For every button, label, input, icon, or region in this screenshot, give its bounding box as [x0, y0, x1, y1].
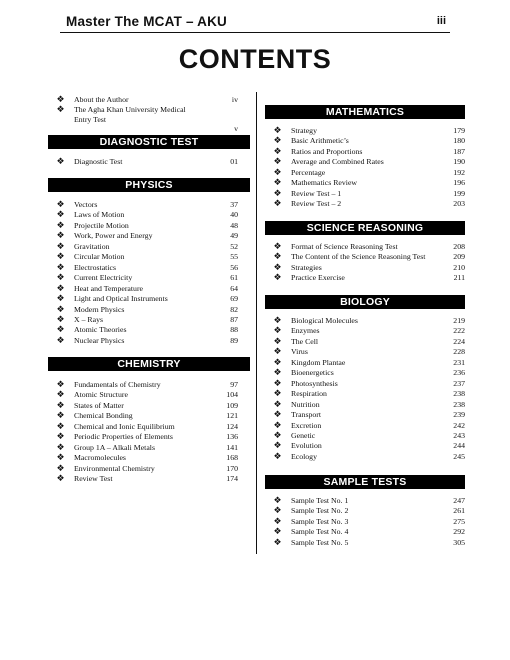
toc-entry-label: Sample Test No. 3	[291, 516, 349, 526]
toc-entry-label: Sample Test No. 4	[291, 527, 349, 537]
diamond-bullet-icon: ❖	[273, 347, 282, 358]
toc-entry-page: 40	[230, 210, 238, 220]
toc-entry-page: iv	[231, 95, 238, 104]
toc-entry-page: 208	[453, 242, 465, 251]
section-heading: PHYSICS	[48, 178, 250, 192]
running-header	[60, 14, 450, 33]
diamond-bullet-icon: ❖	[273, 357, 282, 368]
toc-entry-page: v	[234, 124, 238, 134]
diamond-bullet-icon: ❖	[273, 378, 282, 389]
diamond-bullet-icon: ❖	[56, 220, 65, 231]
diamond-bullet-icon: ❖	[56, 200, 65, 210]
toc-entry-label: Electrostatics	[74, 262, 116, 272]
toc-entry-page: 222	[453, 326, 465, 336]
toc-entry-label: Projectile Motion	[74, 220, 129, 230]
toc-entry-label: Diagnostic Test	[74, 157, 123, 166]
diamond-bullet-icon: ❖	[273, 242, 282, 252]
diamond-bullet-icon: ❖	[56, 453, 65, 464]
toc-entry-page: 121	[226, 411, 238, 421]
diamond-bullet-icon: ❖	[273, 420, 282, 431]
diamond-bullet-icon: ❖	[56, 463, 65, 474]
toc-entry-page: 242	[453, 420, 465, 430]
column-divider	[256, 92, 257, 554]
toc-entry-page: 238	[453, 399, 465, 409]
page-title: CONTENTS	[178, 44, 332, 74]
toc-entry-label: Sample Test No. 5	[291, 537, 349, 547]
toc-entry-page: 305	[453, 537, 465, 547]
toc-entry-page: 192	[453, 167, 465, 177]
toc-entry-label: Circular Motion	[74, 252, 125, 262]
toc-entry-label: Respiration	[291, 389, 327, 399]
toc-entry-page: 239	[453, 410, 465, 420]
diamond-bullet-icon: ❖	[56, 390, 65, 401]
toc-entry-page: 210	[453, 262, 465, 272]
diamond-bullet-icon: ❖	[56, 400, 65, 411]
diamond-bullet-icon: ❖	[273, 126, 282, 136]
toc-entry-label: Ratios and Proportions	[291, 146, 363, 156]
toc-entry-page: 55	[230, 252, 238, 262]
toc-entry-page: 69	[230, 294, 238, 304]
toc-entry-label: The Cell	[291, 336, 319, 346]
diamond-bullet-icon: ❖	[56, 314, 65, 325]
toc-entry-label: Environmental Chemistry	[74, 463, 155, 473]
diamond-bullet-icon: ❖	[56, 157, 65, 167]
toc-entry-label: Percentage	[291, 167, 326, 177]
diamond-bullet-icon: ❖	[56, 432, 65, 443]
diamond-bullet-icon: ❖	[273, 336, 282, 347]
toc-entry-label: Chemical and Ionic Equilibrium	[74, 421, 175, 431]
toc-entry-page: 261	[453, 506, 465, 516]
diamond-bullet-icon: ❖	[273, 516, 282, 527]
diamond-bullet-icon: ❖	[273, 430, 282, 441]
toc-entry-page: 61	[230, 273, 238, 283]
diamond-bullet-icon: ❖	[273, 167, 282, 178]
diamond-bullet-icon: ❖	[273, 157, 282, 168]
toc-entry-label: The Agha Khan University Medical Entry Test	[74, 105, 186, 125]
toc-entry-label: Gravitation	[74, 241, 110, 251]
diamond-bullet-icon: ❖	[56, 210, 65, 221]
diamond-bullet-icon: ❖	[56, 421, 65, 432]
toc-entry-page: 219	[453, 316, 465, 325]
toc-entry-label: Practice Exercise	[291, 273, 345, 283]
toc-entry-label: States of Matter	[74, 400, 124, 410]
diamond-bullet-icon: ❖	[56, 283, 65, 294]
diamond-bullet-icon: ❖	[273, 316, 282, 326]
diamond-bullet-icon: ❖	[56, 411, 65, 422]
diamond-bullet-icon: ❖	[273, 389, 282, 400]
toc-entry-page: 190	[453, 157, 465, 167]
toc-entry-label: Light and Optical Instruments	[74, 294, 168, 304]
toc-entry-label: Sample Test No. 1	[291, 496, 349, 505]
toc-entry-label: Nuclear Physics	[74, 335, 125, 345]
toc-entry-label: Enzymes	[291, 326, 320, 336]
toc-entry-label: Work, Power and Energy	[74, 231, 153, 241]
toc-entry-page: 01	[230, 157, 238, 166]
toc-entry-label: Vectors	[74, 200, 98, 209]
toc-entry-page: 104	[226, 390, 238, 400]
diamond-bullet-icon: ❖	[56, 231, 65, 242]
toc-entry-label: Current Electricity	[74, 273, 133, 283]
toc-entry-label: Review Test	[74, 474, 113, 484]
toc-entry-page: 170	[226, 463, 238, 473]
toc-entry-page: 109	[226, 400, 238, 410]
toc-entry-page: 97	[230, 380, 238, 389]
toc-entry-label: X – Rays	[74, 314, 104, 324]
toc-entry-label: Transport	[291, 410, 322, 420]
toc-entry-page: 37	[230, 200, 238, 209]
toc-entry-page: 179	[453, 126, 465, 135]
diamond-bullet-icon: ❖	[56, 241, 65, 252]
section-heading: CHEMISTRY	[48, 357, 250, 371]
diamond-bullet-icon: ❖	[273, 399, 282, 410]
diamond-bullet-icon: ❖	[273, 136, 282, 147]
page-number: iii	[436, 15, 446, 27]
diamond-bullet-icon: ❖	[273, 188, 282, 199]
section-heading: MATHEMATICS	[265, 105, 465, 119]
toc-entry-page: 209	[453, 252, 465, 262]
toc-entry-label: Atomic Structure	[74, 390, 128, 400]
diamond-bullet-icon: ❖	[273, 326, 282, 337]
toc-entry-label: Macromolecules	[74, 453, 126, 463]
diamond-bullet-icon: ❖	[273, 262, 282, 273]
toc-entry-page: 243	[453, 430, 465, 440]
book-title: Master The MCAT – AKU	[66, 14, 227, 29]
diamond-bullet-icon: ❖	[273, 410, 282, 421]
diamond-bullet-icon: ❖	[56, 442, 65, 453]
toc-entry-label: About the Author	[74, 95, 129, 104]
toc-entry-page: 275	[453, 516, 465, 526]
diamond-bullet-icon: ❖	[273, 451, 282, 462]
diamond-bullet-icon: ❖	[273, 368, 282, 379]
diamond-bullet-icon: ❖	[56, 325, 65, 336]
section-heading: SCIENCE REASONING	[265, 221, 465, 235]
toc-entry-page: 224	[453, 336, 465, 346]
diamond-bullet-icon: ❖	[273, 252, 282, 263]
toc-entry-label: Basic Arithmetic’s	[291, 136, 349, 146]
toc-entry-page: 64	[230, 283, 238, 293]
diamond-bullet-icon: ❖	[56, 294, 65, 305]
toc-entry-page: 52	[230, 241, 238, 251]
diamond-bullet-icon: ❖	[56, 252, 65, 263]
toc-entry-page: 247	[453, 496, 465, 505]
section-heading: DIAGNOSTIC TEST	[48, 135, 250, 149]
toc-entry-page: 174	[226, 474, 238, 484]
diamond-bullet-icon: ❖	[56, 335, 65, 346]
diamond-bullet-icon: ❖	[273, 146, 282, 157]
toc-entry-page: 88	[230, 325, 238, 335]
toc-entry-page: 82	[230, 304, 238, 314]
toc-entry-label: Photosynthesis	[291, 378, 338, 388]
toc-entry-label: Biological Molecules	[291, 316, 358, 325]
toc-entry-label: Modern Physics	[74, 304, 125, 314]
toc-entry-label: Review Test – 2	[291, 199, 342, 209]
toc-entry-label: Review Test – 1	[291, 188, 342, 198]
toc-entry-label: Evolution	[291, 441, 322, 451]
toc-entry-page: 56	[230, 262, 238, 272]
toc-entry-label: Strategy	[291, 126, 317, 135]
toc-entry-page: 141	[226, 442, 238, 452]
diamond-bullet-icon: ❖	[273, 506, 282, 517]
toc-entry-page: 199	[453, 188, 465, 198]
diamond-bullet-icon: ❖	[273, 527, 282, 538]
toc-entry-page: 124	[226, 421, 238, 431]
section-heading: BIOLOGY	[265, 295, 465, 309]
toc-entry-label: Virus	[291, 347, 308, 357]
toc-entry-label: Fundamentals of Chemistry	[74, 380, 161, 389]
toc-entry-page: 180	[453, 136, 465, 146]
toc-entry-page: 237	[453, 378, 465, 388]
toc-entry-label: Mathematics Review	[291, 178, 358, 188]
diamond-bullet-icon: ❖	[56, 105, 65, 116]
toc-entry-page: 89	[230, 335, 238, 345]
toc-entry-page: 136	[226, 432, 238, 442]
toc-entry-page: 196	[453, 178, 465, 188]
toc-entry-label: Average and Combined Rates	[291, 157, 384, 167]
diamond-bullet-icon: ❖	[273, 496, 282, 506]
diamond-bullet-icon: ❖	[56, 262, 65, 273]
toc-entry-label: Format of Science Reasoning Test	[291, 242, 398, 251]
toc-entry-page: 87	[230, 314, 238, 324]
toc-entry-label: Ecology	[291, 451, 317, 461]
toc-entry-page: 292	[453, 527, 465, 537]
toc-entry-label: Periodic Properties of Elements	[74, 432, 173, 442]
diamond-bullet-icon: ❖	[273, 199, 282, 210]
toc-entry-page: 231	[453, 357, 465, 367]
toc-entry-label: Atomic Theories	[74, 325, 127, 335]
toc-entry-label: Heat and Temperature	[74, 283, 144, 293]
diamond-bullet-icon: ❖	[56, 273, 65, 284]
diamond-bullet-icon: ❖	[273, 273, 282, 284]
diamond-bullet-icon: ❖	[56, 95, 65, 105]
diamond-bullet-icon: ❖	[56, 380, 65, 390]
toc-entry-page: 228	[453, 347, 465, 357]
diamond-bullet-icon: ❖	[56, 304, 65, 315]
toc-entry-label: Kingdom Plantae	[291, 357, 346, 367]
toc-entry-label: Laws of Motion	[74, 210, 125, 220]
section-heading: SAMPLE TESTS	[265, 475, 465, 489]
toc-entry-label: The Content of the Science Reasoning Test	[291, 252, 426, 262]
toc-entry-page: 211	[453, 273, 465, 283]
diamond-bullet-icon: ❖	[273, 537, 282, 548]
diamond-bullet-icon: ❖	[273, 441, 282, 452]
diamond-bullet-icon: ❖	[273, 178, 282, 189]
toc-entry-label: Nutrition	[291, 399, 320, 409]
toc-entry-page: 49	[230, 231, 238, 241]
toc-entry-page: 187	[453, 146, 465, 156]
toc-entry-label: Group 1A – Alkali Metals	[74, 442, 155, 452]
toc-entry-label: Bioenergetics	[291, 368, 334, 378]
toc-entry-page: 236	[453, 368, 465, 378]
toc-entry-page: 238	[453, 389, 465, 399]
toc-entry-page: 48	[230, 220, 238, 230]
diamond-bullet-icon: ❖	[56, 474, 65, 485]
toc-entry-label: Sample Test No. 2	[291, 506, 349, 516]
toc-entry-label: Chemical Bonding	[74, 411, 133, 421]
toc-entry-page: 203	[453, 199, 465, 209]
toc-entry-label: Genetic	[291, 430, 316, 440]
toc-entry-page: 168	[226, 453, 238, 463]
toc-entry-page: 245	[453, 451, 465, 461]
toc-entry-label: Strategies	[291, 262, 322, 272]
toc-entry-page: 244	[453, 441, 465, 451]
toc-entry-label: Excretion	[291, 420, 322, 430]
